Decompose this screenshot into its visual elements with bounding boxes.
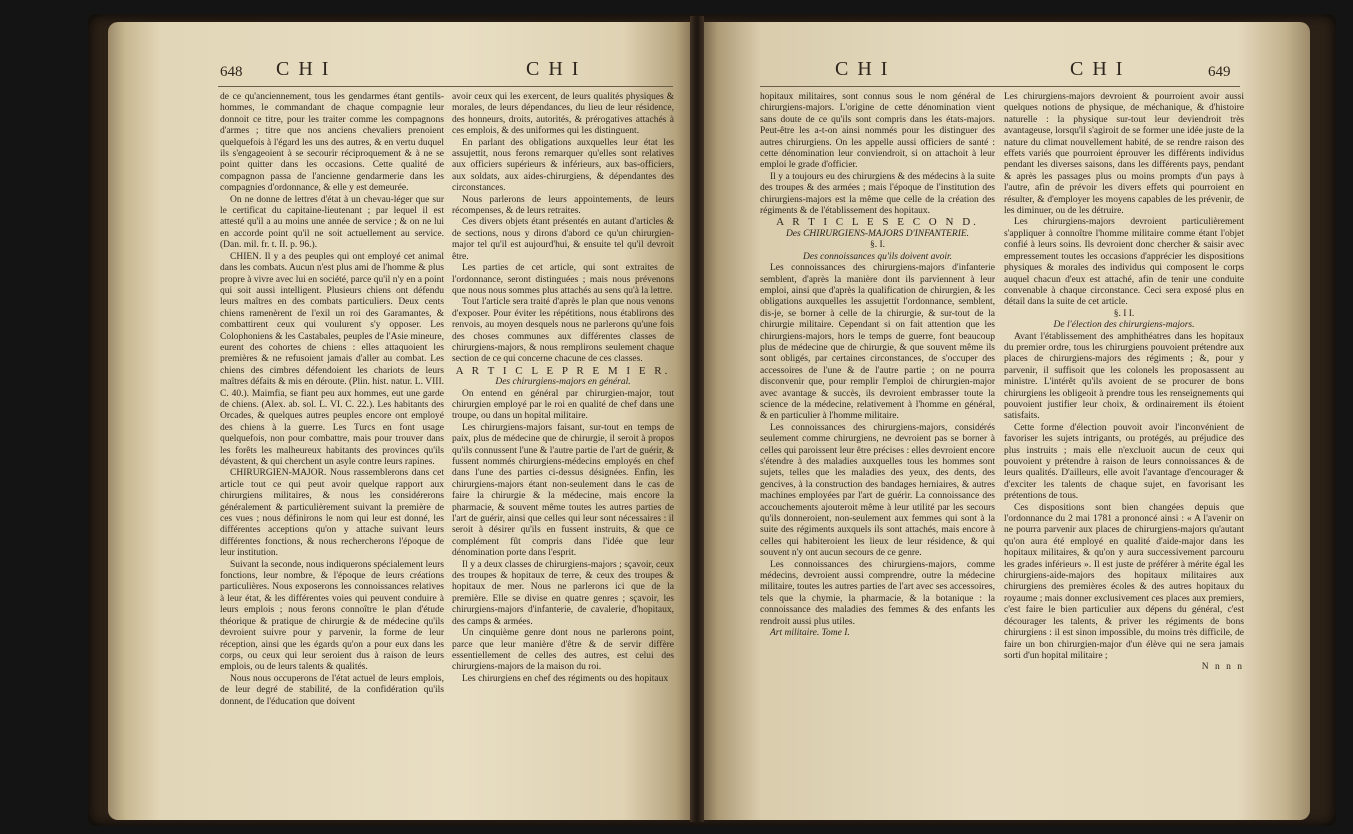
running-head-right-col1: C H I — [835, 58, 890, 80]
paragraph: Nous parlerons de leurs appointements, de leurs récompenses, & de leurs retraites. — [452, 194, 674, 217]
paragraph: En parlant des obligations auxquelles leur état les assujettit, nous ferons remarquer qu'elles sont relatives aux officiers supérieurs & inférieurs, aux bas-officiers, aux soldats, aux aides-chirurgiens, & dépendantes des circonstances. — [452, 137, 674, 194]
paragraph: Tout l'article sera traité d'après le plan que nous venons d'exposer. Pour éviter les répétitions, nous établirons des renvois, au moyen desquels nous ne parlerons qu'une fois des choses communes aux différentes classes de chirurgiens-majors, & nous remplirons seulement chaque section de ce qui concerne chacune de ces classes. — [452, 297, 674, 365]
book-gutter — [690, 16, 704, 822]
paragraph: Ces divers objets étant présentés en autant d'articles & de sections, nous y dirons d'abord ce qu'un chirurgien-major tel qu'il est aujourd'hui, & ensuite tel qu'il devroit être. — [452, 217, 674, 262]
signature-mark: N n n n — [1201, 662, 1244, 673]
paragraph: Ces dispositions sont bien changées depuis que l'ordonnance du 2 mai 1781 a prononcé ainsi : « A l'avenir on ne pourra parvenir aux places de chirurgiens-majors qu'autant qu'on aura été employé en qualité d'aide-major dans les hopitaux militaires, & qu'on y aura successivement parcouru les grades inférieurs ». Il est juste de préférer à mérite égal les chirurgiens-aide-majors des hopitaux militaires aux chirurgiens des premières écoles & des autres hopitaux du royaume ; mais donner exclusivement ces places aux premiers, c'est faire le bien particulier aux dépens du général, c'est décourager les talents, & priver les régiments de bons chirurgiens : il est sinon impossible, du moins très difficile, de faire un bon chirurgien-major d'un élève qui ne sera jamais sorti d'un hopital militaire ; — [1004, 502, 1244, 661]
paragraph: Les chirurgiens-majors devroient particulièrement s'appliquer à connoître l'homme militaire comme étant l'objet confié à leurs soins. Ils devroient donc chercher & saisir avec empressement toutes les occasions d'apprécier les dispositions physiques & morales des individus qui composent le corps auquel chacun d'eux est attaché, afin de tenir une conduite convenable à chaque circonstance. Ceci sera exposé plus en détail dans la suite de cet article. — [1004, 217, 1244, 308]
paragraph: CHIRURGIEN-MAJOR. Nous rassemblerons dans cet article tout ce qui peut avoir quelque rapport aux chirurgiens militaires, & nous les considérerons généralement & particulièrement suivant la première de ces vues ; nous définirons le nom qui leur est donné, les différentes acceptions qu'on y attache suivant leurs différentes fonctions, & nous rechercherons l'époque de leur institution. — [220, 468, 444, 559]
paragraph: Les chirurgiens en chef des régiments ou des hopitaux — [462, 673, 669, 684]
paragraph: On entend en général par chirurgien-major, tout chirurgien employé par le roi en qualité de chef dans une troupe, ou dans un hopital militaire. — [452, 388, 674, 422]
section-number: §. I. — [869, 240, 886, 251]
paragraph: Nous nous occuperons de l'état actuel de leurs emplois, de leur degré de stabilité, de la confidération qu'ils donnent, de l'éducation que doivent — [220, 673, 444, 707]
paragraph: Les chirurgiens-majors devroient & pourroient avoir aussi quelques notions de physique, de méchanique, & d'histoire naturelle : la physique sur-tout leur deviendroit très avantageuse, lorsqu'il s'agiroit de se former une idée juste de la nature du climat nouvellement habité, de se rendre raison des effets variés que pourroient éprouver les différents individus pendant les diverses saisons, dans les différents pays, pendant & après les passages plus ou moins prompts d'un pays à l'autre, afin de prévoir les divers effets qui pourroient en résulter, & d'employer les moyens capables de les prévenir, de les diminuer, ou de les détruire. — [1004, 92, 1244, 217]
right-page — [700, 22, 1310, 820]
section-title: De l'élection des chirurgiens-majors. — [1053, 320, 1195, 331]
header-rule-right — [760, 86, 1240, 87]
paragraph: Avant l'établissement des amphithéatres dans les hopitaux du premier ordre, tous les chirurgiens pouvoient prétendre aux places de chirurgiens-majors des régiments ; &, pour y parvenir, il suffisoit que les colonels les proposassent au ministre. L'intérêt qu'ils avoient de se procurer de bons chirurgiens les obligeoit à prendre tous les renseignements qui pouvoient justifier leur choix, & ordinairement ils étoient satisfaits. — [1004, 331, 1244, 422]
paragraph: Les parties de cet article, qui sont extraites de l'ordonnance, seront distinguées ; mais nous prévenons que nous nous sommes plus attachés au sens qu'à la lettre. — [452, 263, 674, 296]
running-head-left-col1: C H I — [276, 58, 331, 80]
section-title: Des connoissances qu'ils doivent avoir. — [803, 251, 952, 262]
paragraph: avoir ceux qui les exercent, de leurs qualités physiques & morales, de leurs dépendances, du lieu de leur résidence, des honneurs, droits, autorités, & prérogatives attachés à ces emplois, & des uniformes qui les distinguent. — [452, 92, 674, 137]
page-footer: Art militaire. Tome I. — [770, 628, 850, 639]
paragraph: Suivant la seconde, nous indiquerons spécialement leurs fonctions, leur nombre, & l'époque de leurs créations particulières. Nous exposerons les connoissances relatives à leur état, & les différentes voies qui peuvent conduire à leurs emplois ; nous ferons connoître le plan d'étude théorique & pratique de chirurgie & de médecine qu'ils devroient suivre pour y parvenir, la forme de leur réception, ainsi que les égards qu'on a pour eux dans les corps, ou ceux qui leur seroient dus à raison de leurs emplois, ou de leurs talents & qualités. — [220, 559, 444, 673]
left-page — [108, 22, 694, 820]
running-head-left-col2: C H I — [526, 58, 581, 80]
right-column-2 — [1004, 92, 1244, 674]
paragraph: de ce qu'anciennement, tous les gendarmes étant gentils-hommes, le commandant de chaque compagnie leur donnoit ce titre, pour les traiter comme les compagnons d'armes ; titre que nos anciens chevaliers prenoient quelquefois à l'égard les uns des autres, & en vertu duquel ils s'engageoient à se secourir réciproquement & à ne se point quitter dans les occasions. Cette qualité de compagnon passa de l'ancienne gendarmerie dans les compagnies d'ordonnance, & elle y est demeurée. — [220, 92, 444, 194]
paragraph: Les chirurgiens-majors faisant, sur-tout en temps de paix, plus de médecine que de chirurgie, il seroit à propos qu'ils connussent l'une & l'autre partie de l'art de guérir, & fussent nommés chirurgiens-médecins employés en chef dans l'une des parties ci-dessus désignées. Enfin, les chirurgiens-majors étant non-seulement dans le cas de faire la chirurgie & la médecine, mais encore la pharmacie, & souvent même toutes les autres parties de l'art de guérir, ainsi que celles qui leur sont nécessaires : il seroit à désirer qu'ils en fussent instruits, & que ce complément fût compris dans l'idée que leur dénomination porte dans l'esprit. — [452, 422, 674, 559]
header-rule-left — [218, 86, 673, 87]
paragraph: Un cinquième genre dont nous ne parlerons point, parce que leur manière d'être & de servir diffère essentiellement de celles des autres, est celui des chirurgiens-majors de la maison du roi. — [452, 628, 674, 673]
running-head-right-col2: C H I — [1070, 58, 1125, 80]
paragraph: CHIEN. Il y a des peuples qui ont employé cet animal dans les combats. Aucun n'est plus ami de l'homme & plus propre à vivre avec lui en société, parce qu'il n'y en a point qui soit aussi intelligent. Plusieurs chiens ont défendu leurs maîtres en des combats particuliers. Deux cents chiens ramenèrent de l'exil un roi des Garamantes, & combattirent ceux qui voulurent s'y opposer. Les Colophoniens & les Castabales, peuples de l'Asie mineure, eurent des cohortes de chiens : elles attaquoient les premières & ne refusoient jamais d'aller au combat. Les chiens des cimbres défendoient les chariots de leurs maîtres défaits & mis en déroute. (Plin. hist. natur. L. VIII. C. 40.). Maimfia, se fiant peu aux hommes, eut une garde de chiens. (Alex. ab. sol. L. VI. C. 22.). Les habitants des Orcades, & quelques autres peuples encore ont employé des chiens à la guerre. Les Turcs en font usage quelquefois, non pour combattre, mais pour trouver dans les forêts les malheureux habitants des provinces qu'ils dévastent, & qui cherchent un asyle contre leurs rapines. — [220, 251, 444, 467]
paragraph: Il y a toujours eu des chirurgiens & des médecins à la suite des troupes & des armées ; mais l'époque de l'institution des chirurgiens-majors est la même que celle de la création des régiments & de l'établissement des hopitaux. — [760, 171, 995, 217]
paragraph: hopitaux militaires, sont connus sous le nom général de chirurgiens-majors. L'origine de cette dénomination vient sans doute de ce qu'ils sont compris dans les états-majors. Peut-être les a-t-on ainsi nommés pour les distinguer des autres chirurgiens. On les appelle aussi officiers de santé : cette dénomination leur conviendroit, si on attachoit à leur emploi le grade d'officier. — [760, 92, 995, 171]
article-title: A R T I C L E S E C O N D. — [776, 216, 979, 229]
article-title: A R T I C L E P R E M I E R. — [455, 364, 671, 377]
right-column-1 — [760, 92, 995, 640]
paragraph: Les connoissances des chirurgiens-majors, comme médecins, devroient aussi comprendre, outre la médecine militaire, toutes les autres parties de l'art avec ses accessoires, tels que la chymie, la pharmacie, & la botanique : la connoissance des maladies des femmes & des enfants les rendroit aussi plus utiles. — [760, 559, 995, 627]
left-column-2 — [452, 92, 674, 685]
page-number-left: 648 — [220, 64, 243, 80]
paragraph: Les connoissances des chirurgiens-majors d'infanterie semblent, d'après la manière dont ils parviennent à leur emploi, ainsi que d'après la qualification de chirurgien, & les obligations auxquelles les assujettit l'ordonnance, semblent, dis-je, se borner à celle de la chirurgie, & sur-tout de la chirurgie militaire. Cependant si on fait attention que les chirurgiens-majors, hors le temps de guerre, font beaucoup plus de médecine que de chirurgie, & que souvent même ils sont obligés, par certaines circonstances, de s'occuper des accessoires de l'une & de l'autre partie ; on ne pourra disconvenir que, pour remplir l'emploi de chirurgien-major avec avantage & succès, ils devroient embrasser toute la science de la médecine, relativement à l'homme en général, & en particulier à l'homme militaire. — [760, 263, 995, 422]
page-number-right: 649 — [1208, 64, 1231, 80]
paragraph: Il y a deux classes de chirurgiens-majors ; sçavoir, ceux des troupes & hopitaux de terre, & ceux des troupes & hopitaux de mer. Nous ne parlerons ici que de la première. Elle se divise en quatre genres ; sçavoir, les chirurgiens-majors d'infanterie, de cavalerie, d'hopitaux, des camps & armées. — [452, 559, 674, 627]
paragraph: Les connoissances des chirurgiens-majors, considérés seulement comme chirurgiens, ne devroient pas se borner à celles qui paroissent leur être précises : elles devroient encore s'étendre à des maladies auxquelles tous les hommes sont sujets, telles que les maladies des yeux, des dents, des gencives, à la construction des bandages herniaires, & autres machines employées par l'art de guérir. La connoissance des accouchements ajouteroit même à leur utilité par les secours qu'ils donneroient, non-seulement aux femmes qui sont à la suite des régiments auxquels ils sont attachés, mais encore à celles qui habiteroient les lieux de leur résidence, & qui souvent n'y ont aucun secours de ce genre. — [760, 422, 995, 559]
paragraph: Cette forme d'élection pouvoit avoir l'inconvénient de favoriser les sujets intrigants, ou protégés, au préjudice des plus instruits ; mais elle n'excluoit aucun de ceux qui pouvoient y prétendre à raison de leurs connoissances & de leurs qualités. D'ailleurs, elle avoit l'avantage d'encourager & d'exciter les talents de chaque sujet, en favorisant les prétentions de tous. — [1004, 422, 1244, 502]
section-number: §. I I. — [1113, 308, 1135, 319]
article-subtitle: Des CHIRURGIENS-MAJORS D'INFANTERIE. — [785, 228, 970, 239]
article-subtitle: Des chirurgiens-majors en général. — [495, 377, 631, 388]
left-column-1 — [220, 92, 444, 708]
paragraph: On ne donne de lettres d'état à un chevau-léger que sur le certificat du capitaine-lieutenant ; par lequel il est attesté qu'il a au moins une année de service ; & on ne lui en accorde point qu'il ne soit actuellement au service. (Dan. mil. fr. t. II. p. 96.). — [220, 194, 444, 251]
